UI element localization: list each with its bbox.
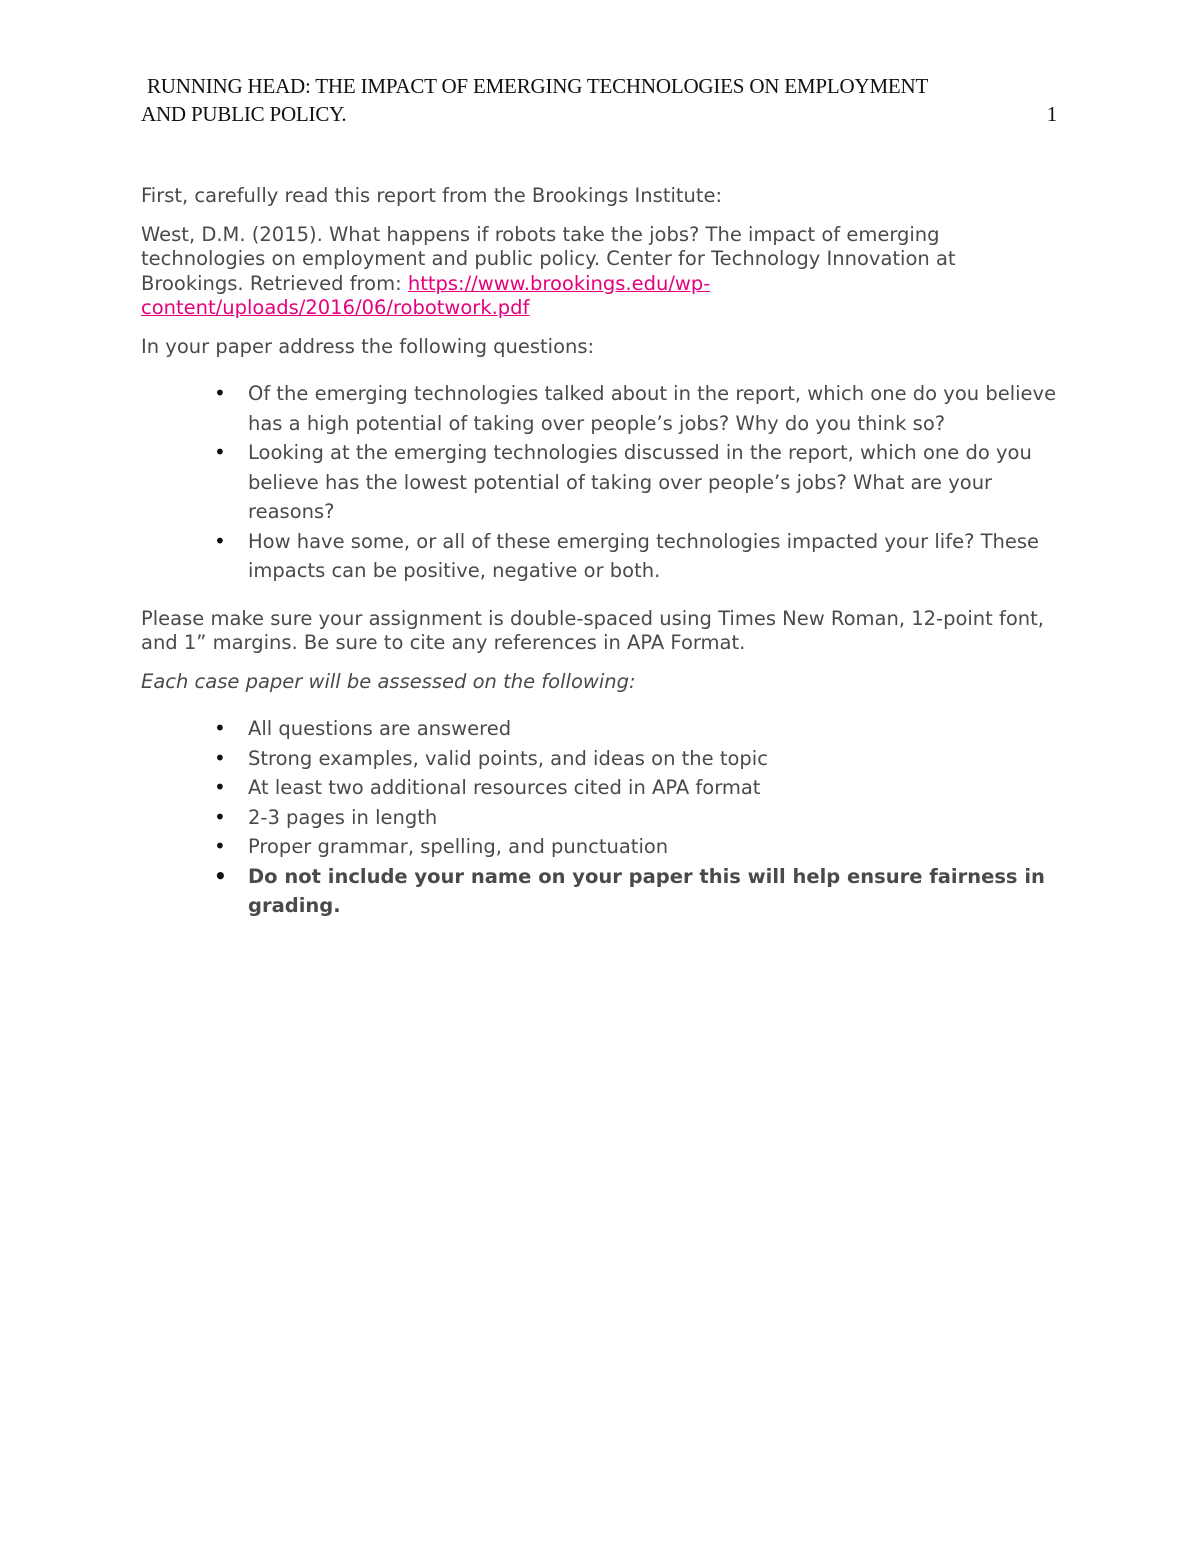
bullet-dot-icon: • [214, 834, 226, 858]
format-note: Please make sure your assignment is double-spaced using Times New Roman, 12-point font, and 1” margins. Be sure to cite any references in APA Format. [141, 606, 1044, 654]
question-text: Looking at the emerging technologies discussed in the report, which one do you believe has the lowest potential of taking over people’s jobs? What are your reasons? [248, 441, 1032, 523]
list-item [141, 862, 1061, 921]
criterion-text: Proper grammar, spelling, and punctuation [248, 835, 669, 858]
citation-paragraph [141, 223, 1061, 321]
bullet-dot-icon: • [214, 804, 226, 829]
criterion-text: Strong examples, valid points, and ideas on the topic [248, 746, 768, 770]
list-item [141, 773, 1061, 803]
bullet-dot-icon: • [214, 381, 226, 405]
document-body [141, 184, 1061, 921]
page-number: 1 [1046, 102, 1057, 126]
list-item [141, 714, 1061, 744]
criteria-list [141, 714, 1061, 921]
assessment-intro: Each case paper will be assessed on the following: [141, 669, 636, 693]
list-item [141, 527, 1061, 586]
final-criterion-text: Do not include your name on your paper this will help ensure fairness in grading. [248, 864, 1045, 917]
question-text: Of the emerging technologies talked about in the report, which one do you believe has a high potential of taking over people’s jobs? Why do you think so? [248, 382, 1057, 435]
list-item [141, 832, 1061, 862]
running-head [141, 72, 1061, 128]
bullet-dot-icon: • [214, 775, 226, 799]
criterion-text: All questions are answered [248, 717, 512, 740]
questions-list [141, 379, 1061, 586]
criterion-text: At least two additional resources cited in APA format [248, 776, 761, 799]
bullet-dot-icon: • [214, 716, 226, 740]
bullet-dot-icon: • [214, 745, 226, 770]
criterion-text: 2-3 pages in length [248, 805, 438, 829]
list-item [141, 438, 1061, 527]
bullet-dot-icon: • [214, 440, 226, 464]
list-item [141, 803, 1061, 833]
bullet-dot-icon: • [214, 528, 226, 553]
bullet-dot-icon: • [214, 863, 227, 888]
citation-text: West, D.M. (2015). What happens if robots take the jobs? The impact of emerging technologies on employment and public policy. Center for Technology Innovation at Brookings. Retrieved from: [141, 222, 956, 295]
list-item [141, 744, 1061, 774]
question-text: How have some, or all of these emerging technologies impacted your life? These impacts can be positive, negative or both. [248, 529, 1040, 582]
questions-prompt: In your paper address the following questions: [141, 334, 595, 358]
intro-paragraph: First, carefully read this report from the Brookings Institute: [141, 184, 723, 207]
running-head-line-2-text: AND PUBLIC POLICY. [141, 102, 347, 126]
running-head-line-2 [141, 100, 1061, 128]
report-link[interactable]: https://www.brookings.edu/wp-content/uploads/2016/06/robotwork.pdf [141, 271, 711, 319]
list-item [141, 379, 1061, 438]
running-head-line-1: RUNNING HEAD: THE IMPACT OF EMERGING TECHNOLOGIES ON EMPLOYMENT [147, 74, 929, 98]
